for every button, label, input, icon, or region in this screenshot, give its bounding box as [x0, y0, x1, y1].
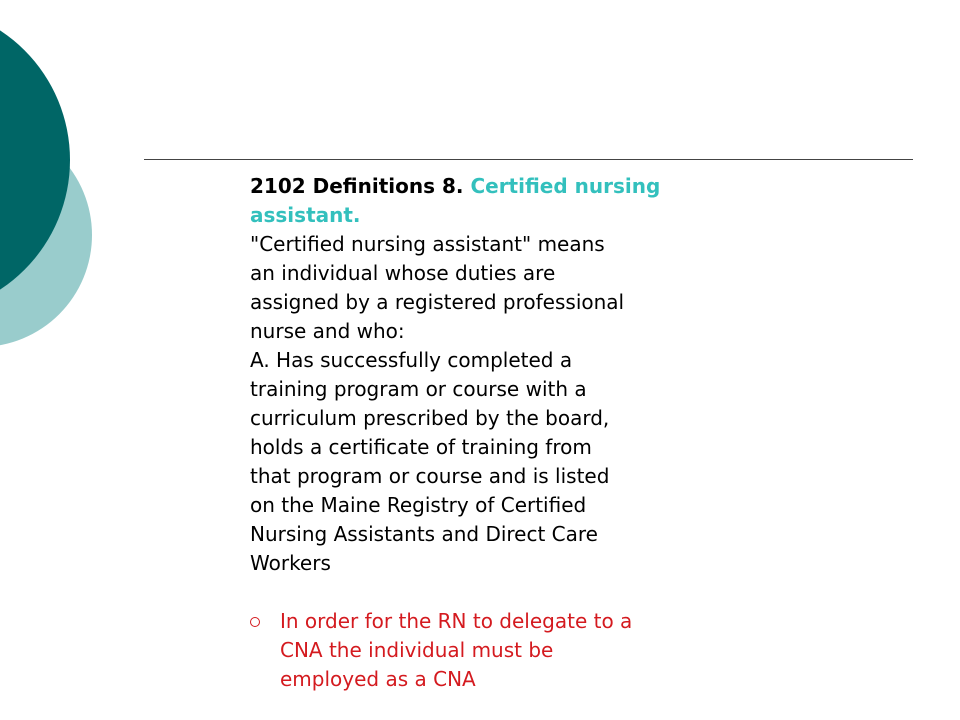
spacer [250, 578, 720, 607]
clause-a-text: A. Has successfully completed a training program or course with a curriculum prescribed by the board, holds a certificate of training from that program or course and is listed on the Maine Registry of Certified Nursing Assistants and Direct Care Workers [250, 348, 610, 575]
definition-text: "Certified nursing assistant" means an individual whose duties are assigned by a registered professional nurse and who: [250, 232, 625, 343]
heading-prefix: 2102 Definitions 8. [250, 174, 471, 198]
bullet-text: In order for the RN to delegate to a CNA the individual must be employed as a CNA [280, 609, 633, 691]
definition-heading [250, 172, 720, 230]
title-divider [144, 159, 913, 160]
slide-content [250, 172, 720, 694]
hollow-circle-bullet-icon [250, 617, 260, 627]
bullet-item [250, 607, 720, 694]
decorative-circles [0, 0, 140, 420]
heading-term: Certified nursing assistant. [250, 174, 661, 227]
